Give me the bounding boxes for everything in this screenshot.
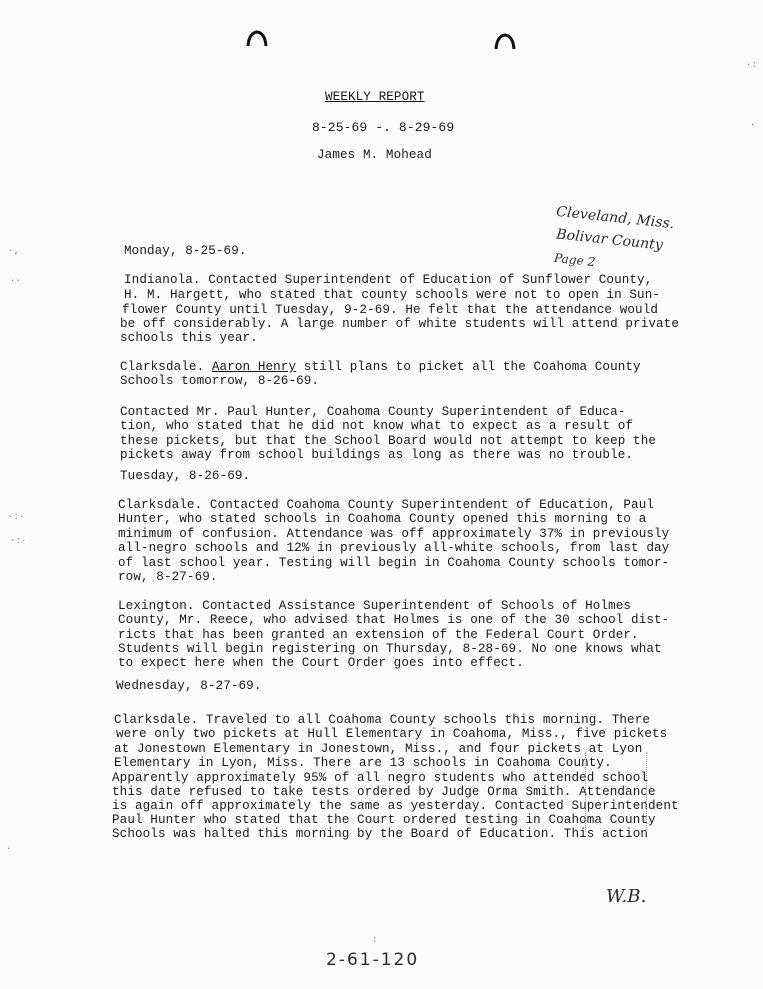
city-label: Clarksdale. [120, 360, 212, 374]
wednesday-p1-line: Schools was halted this morning by the Board of Education. This action [112, 827, 649, 841]
wednesday-p1-line: were only two pickets at Hull Elementary in Coahoma, Miss., five pickets [116, 727, 668, 741]
tuesday-p2-line: to expect here when the Court Order goes into effect. [118, 656, 524, 670]
monday-p3-line: Contacted Mr. Paul Hunter, Coahoma County Superintendent of Educa- [120, 405, 626, 419]
wednesday-p1-line: Paul Hunter who stated that the Court ordered testing in Coahoma County [112, 813, 656, 827]
report-date-range: 8-25-69 -. 8-29-69 [312, 120, 455, 135]
wednesday-date: Wednesday, 8-27-69. [116, 679, 262, 693]
scan-speck: · [750, 120, 756, 130]
tuesday-p2-line: Students will begin registering on Thursday, 8-28-69. No one knows what [118, 642, 662, 656]
handwritten-initials: W.B. [606, 886, 647, 907]
tuesday-p1-line: minimum of confusion. Attendance was off approximately 37% in previously [118, 527, 670, 541]
report-author: James M. Mohead [317, 148, 432, 162]
file-number: 2-61-120 [326, 950, 420, 970]
punch-hole-left [246, 30, 268, 48]
wednesday-p1-line: Clarksdale. Traveled to all Coahoma County schools this morning. There [114, 713, 651, 727]
monday-date: Monday, 8-25-69. [124, 244, 247, 258]
report-title: WEEKLY REPORT [325, 90, 425, 104]
tuesday-p2-line: ricts that has been granted an extension of the Federal Court Order. [118, 628, 639, 642]
monday-p1-line: Indianola. Contacted Superintendent of Education of Sunflower County, [124, 273, 653, 287]
p2-text: still plans to picket all the Coahoma County [296, 360, 641, 374]
monday-p1-line: schools this year. [120, 331, 258, 345]
punch-hole-right [494, 33, 516, 51]
scan-speck: : [372, 935, 378, 945]
monday-p3-line: pickets away from school buildings as long as there was no trouble. [120, 448, 634, 462]
tuesday-p1-line: Clarksdale. Contacted Coahoma County Superintendent of Education, Paul [118, 498, 655, 512]
tuesday-p1-line: all-negro schools and 12% in previously all-white schools, from last day [118, 541, 670, 555]
scan-speck: ·‚ [8, 246, 20, 256]
scan-speck: · [6, 844, 12, 854]
monday-p1-line: flower County until Tuesday, 9-2-69. He felt that the attendance would [122, 303, 659, 317]
wednesday-p1-line: Elementary in Lyon, Miss. There are 13 schools in Coahoma County. [114, 756, 612, 770]
monday-p3-line: these pickets, but that the School Board would not attempt to keep the [120, 434, 657, 448]
monday-p2-line: Schools tomorrow, 8-26-69. [120, 374, 320, 388]
wednesday-p1-line: at Jonestown Elementary in Jonestown, Miss., and four pickets at Lyon [114, 742, 643, 756]
tuesday-p1-line: row, 8-27-69. [118, 570, 218, 584]
monday-p1-line: be off considerably. A large number of white students will attend private [120, 317, 679, 331]
tuesday-p2-line: Lexington. Contacted Assistance Superintendent of Schools of Holmes [118, 599, 632, 613]
wednesday-p1-line: Apparently approximately 95% of all negro students who attended school [112, 771, 649, 785]
scan-speck: ·: [746, 60, 758, 70]
monday-p1-line: H. M. Hargett, who stated that county schools were not to open in Sun- [124, 288, 661, 302]
handwritten-page: Page 2 [553, 250, 597, 270]
monday-p2-line [120, 360, 641, 374]
person-name: Aaron Henry [211, 360, 297, 374]
monday-p3-line: tion, who stated that he did not know what to expect as a result of [120, 419, 634, 433]
scan-speck: ·· [10, 276, 22, 286]
handwritten-city: Cleveland, Miss. [555, 203, 676, 233]
tuesday-date: Tuesday, 8-26-69. [120, 469, 251, 483]
tuesday-p1-line: Hunter, who stated schools in Coahoma County opened this morning to a [118, 512, 647, 526]
tuesday-p1-line: of last school year. Testing will begin in Coahoma County schools tomor- [118, 556, 670, 570]
wednesday-p1-line: this date refused to take tests ordered by Judge Orma Smith. Attendance [112, 785, 656, 799]
wednesday-p1-line: is again off approximately the same as yesterday. Contacted Superintendent [112, 799, 679, 813]
handwritten-county: Bolivar County [555, 226, 664, 254]
stamp-bleed [585, 752, 647, 832]
tuesday-p2-line: County, Mr. Reece, who advised that Holmes is one of the 30 school dist- [118, 613, 670, 627]
scan-speck: ·:· [10, 536, 27, 546]
scan-speck: ·:· [8, 512, 25, 522]
